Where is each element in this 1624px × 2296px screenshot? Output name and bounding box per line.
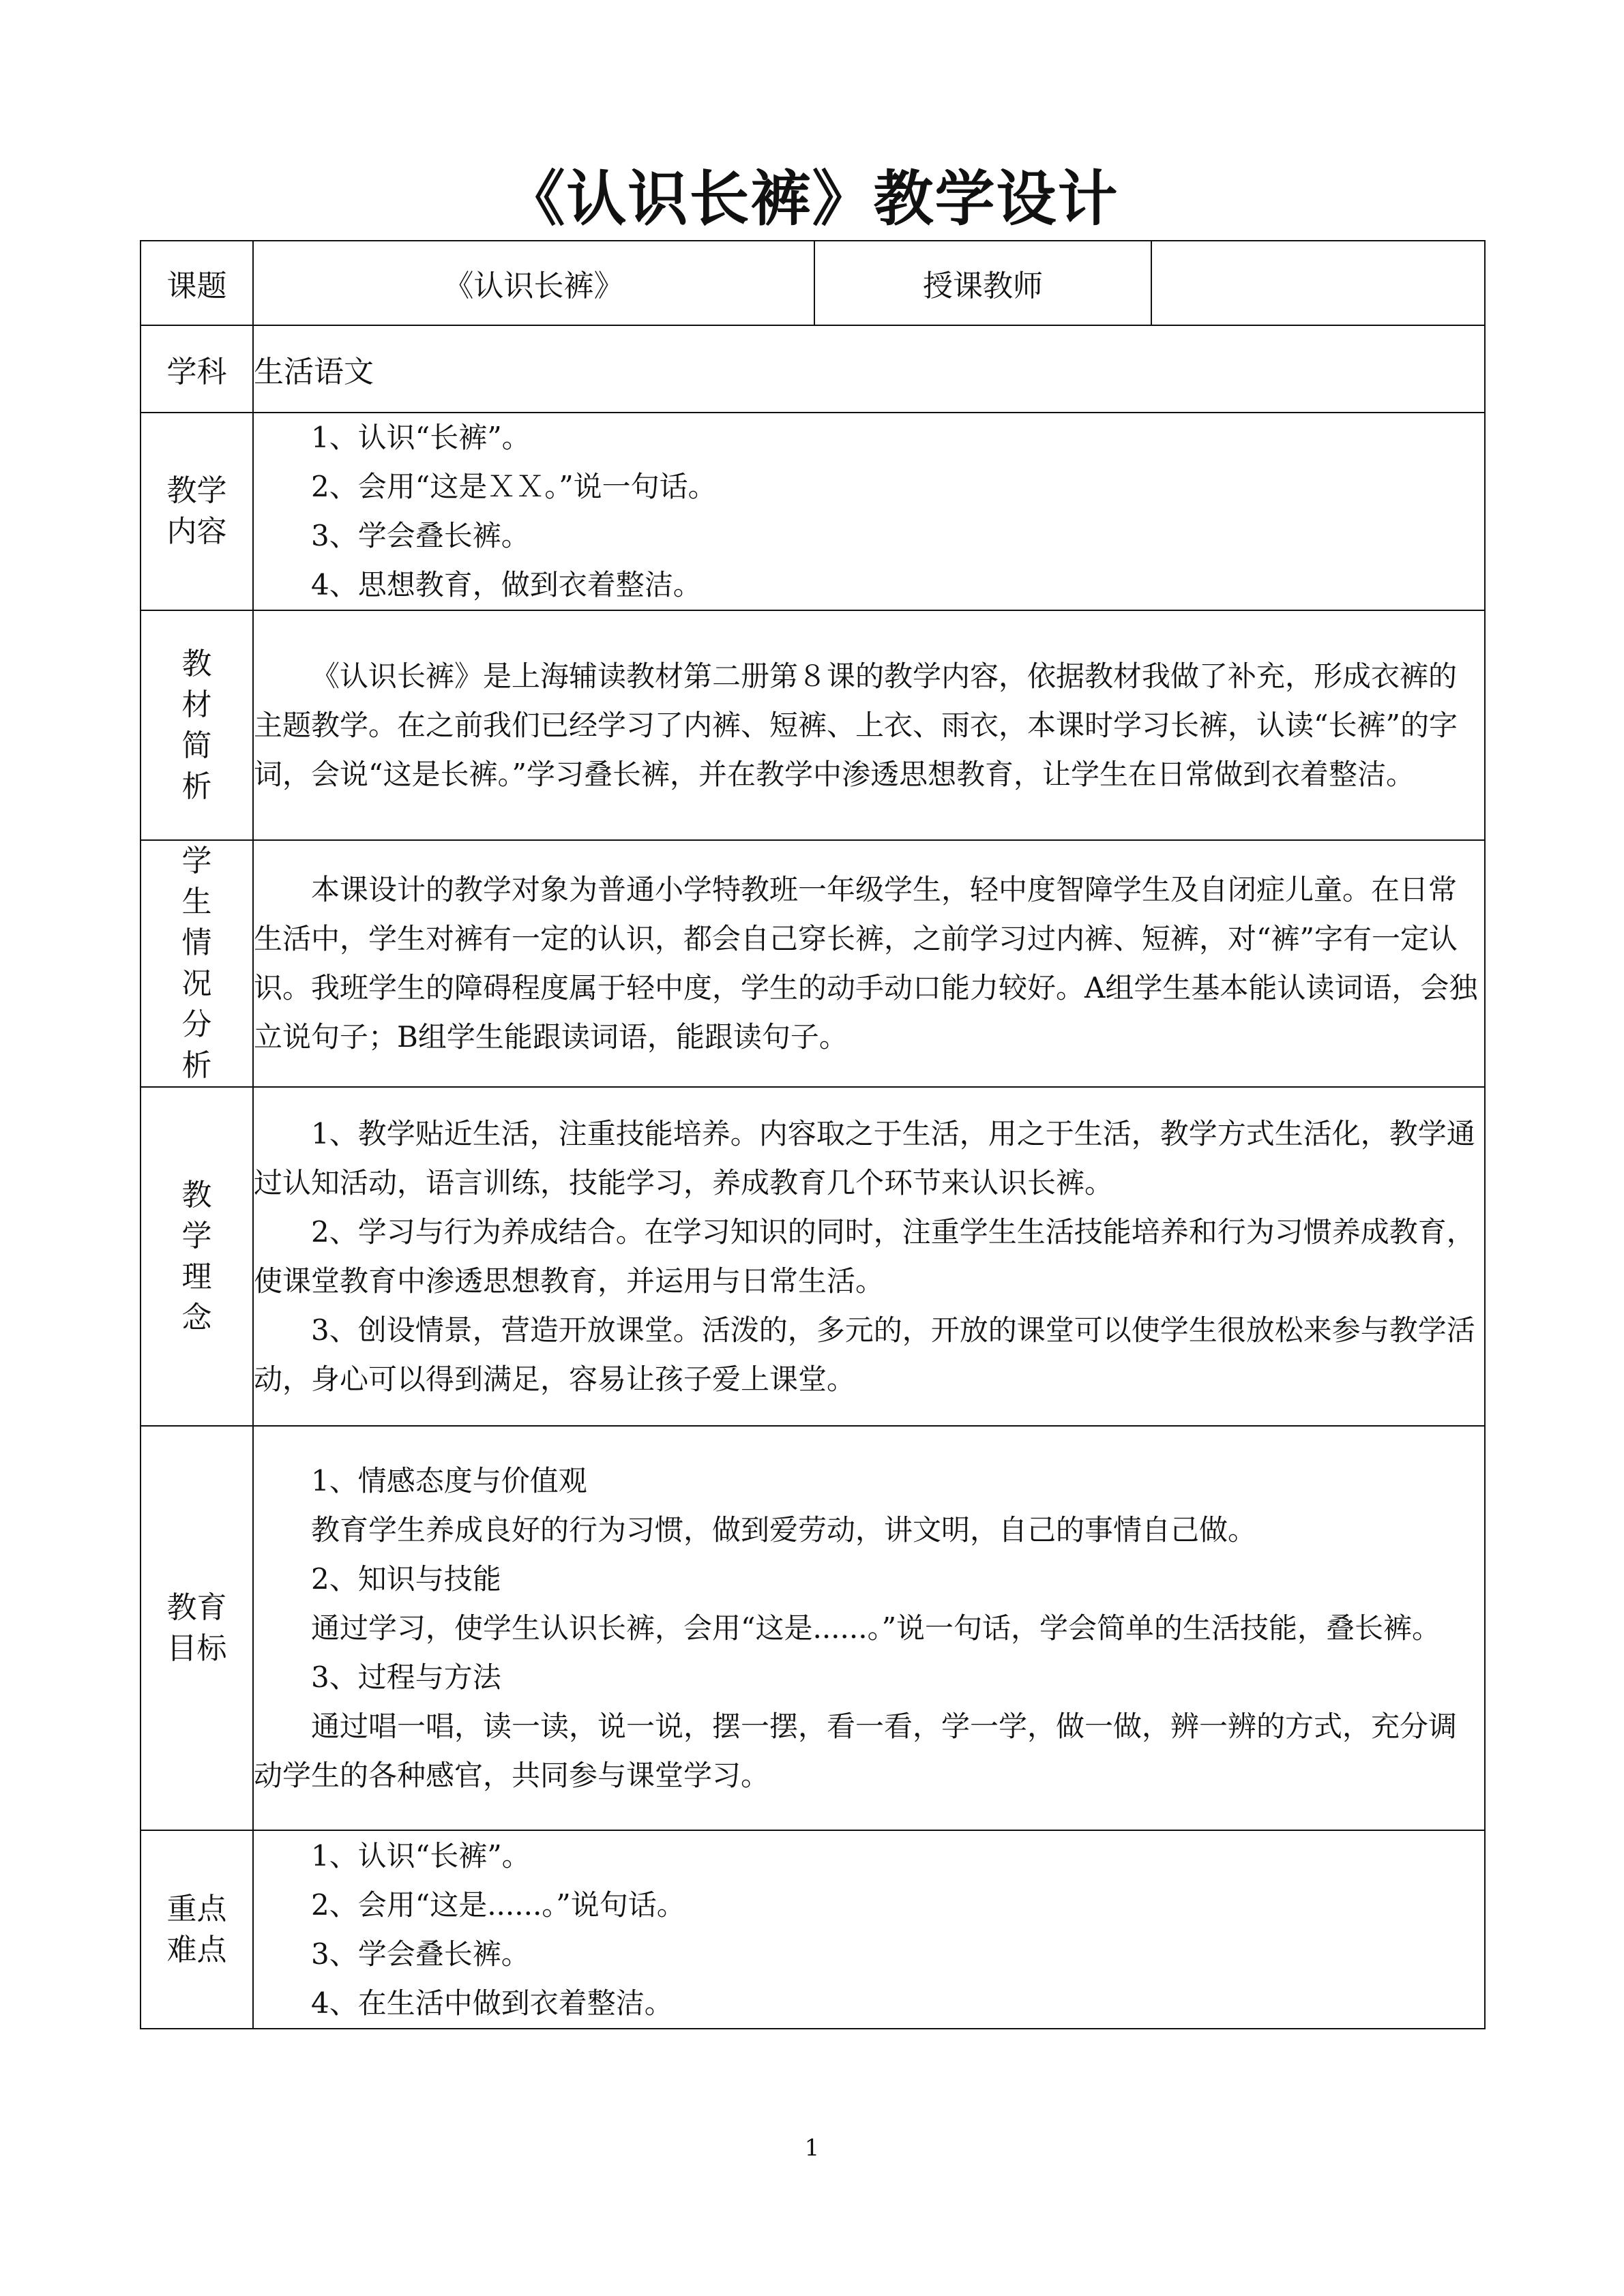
row-content — [253, 1426, 1485, 1830]
paragraph: 《认识长裤》是上海辅读教材第二册第８课的教学内容，依据教材我做了补充，形成衣裤的主题教学。在之前我们已经学习了内裤、短裤、上衣、雨衣，本课时学习长裤，认读“长裤”的字词，会说“这是长裤。”学习叠长裤，并在教学中渗透思想教育，让学生在日常做到衣着整洁。 — [254, 659, 1458, 791]
page-title: 《认识长裤》教学设计 — [505, 164, 1119, 234]
lesson-plan-table — [140, 240, 1486, 2029]
topic-label: 课题 — [141, 241, 253, 325]
row-content — [253, 413, 1485, 610]
row-teaching-content — [141, 413, 1485, 610]
subject-row — [141, 325, 1485, 413]
paragraph: 通过唱一唱，读一读，说一说，摆一摆，看一看，学一学，做一做，辨一辨的方式，充分调动学生的各种感官，共同参与课堂学习。 — [254, 1709, 1458, 1792]
paragraph: 3、学会叠长裤。 — [311, 519, 530, 552]
paragraph: 1、认识“长裤”。 — [311, 1838, 531, 1873]
paragraph: 2、知识与技能 — [311, 1562, 501, 1596]
paragraph: 3、创设情景，营造开放课堂。活泼的，多元的，开放的课堂可以使学生很放松来参与教学活动，身心可以得到满足，容易让孩子爱上课堂。 — [254, 1313, 1475, 1396]
subject-value: 生活语文 — [253, 325, 1485, 413]
row-content — [253, 1830, 1485, 2029]
page-number: 1 — [804, 2134, 820, 2162]
row-student-analysis — [141, 840, 1485, 1087]
subject-label: 学科 — [141, 325, 253, 413]
row-label: 教育 目标 — [141, 1426, 253, 1830]
paragraph: 4、在生活中做到衣着整洁。 — [311, 1986, 673, 2020]
row-content — [253, 1087, 1485, 1426]
topic-value: 《认识长裤》 — [253, 241, 814, 325]
paragraph: 4、思想教育，做到衣着整洁。 — [311, 568, 702, 601]
paragraph: 3、过程与方法 — [311, 1660, 501, 1694]
paragraph: 本课设计的教学对象为普通小学特教班一年级学生，轻中度智障学生及自闭症儿童。在日常生活中，学生对裤有一定的认识，都会自己穿长裤，之前学习过内裤、短裤，对“裤”字有一定认识。我班学生的障碍程度属于轻中度，学生的动手动口能力较好。A组学生基本能认读词语，会独立说句子；B组学生能跟读词语，能跟读句子。 — [254, 873, 1478, 1054]
paragraph: 2、会用“这是......。”说句话。 — [311, 1888, 685, 1922]
teacher-label: 授课教师 — [814, 241, 1151, 325]
paragraph: 1、教学贴近生活，注重技能培养。内容取之于生活，用之于生活，教学方式生活化，教学通过认知活动，语言训练，技能学习，养成教育几个环节来认识长裤。 — [254, 1116, 1475, 1199]
row-material-analysis — [141, 610, 1485, 840]
row-label: 教 材 简 析 — [141, 610, 253, 840]
paragraph: 通过学习，使学生认识长裤，会用“这是......。”说一句话，学会简单的生活技能，叠长裤。 — [311, 1611, 1441, 1645]
paragraph: 教育学生养成良好的行为习惯，做到爱劳动，讲文明，自己的事情自己做。 — [311, 1512, 1257, 1547]
topic-row — [141, 241, 1485, 325]
paragraph: 2、会用“这是ＸＸ。”说一句话。 — [311, 470, 717, 503]
row-label: 教学 内容 — [141, 413, 253, 610]
row-key-points — [141, 1830, 1485, 2029]
row-teaching-philosophy — [141, 1087, 1485, 1426]
paragraph: 1、认识“长裤”。 — [311, 421, 531, 454]
paragraph: 1、情感态度与价值观 — [311, 1463, 587, 1497]
row-education-goals — [141, 1426, 1485, 1830]
row-label: 学 生 情 况 分 析 — [141, 840, 253, 1087]
row-label: 重点 难点 — [141, 1830, 253, 2029]
row-content — [253, 610, 1485, 840]
teacher-value — [1151, 241, 1485, 325]
paragraph: 3、学会叠长裤。 — [311, 1937, 530, 1971]
row-label: 教 学 理 念 — [141, 1087, 253, 1426]
row-content — [253, 840, 1485, 1087]
paragraph: 2、学习与行为养成结合。在学习知识的同时，注重学生生活技能培养和行为习惯养成教育，使课堂教育中渗透思想教育，并运用与日常生活。 — [254, 1214, 1475, 1298]
